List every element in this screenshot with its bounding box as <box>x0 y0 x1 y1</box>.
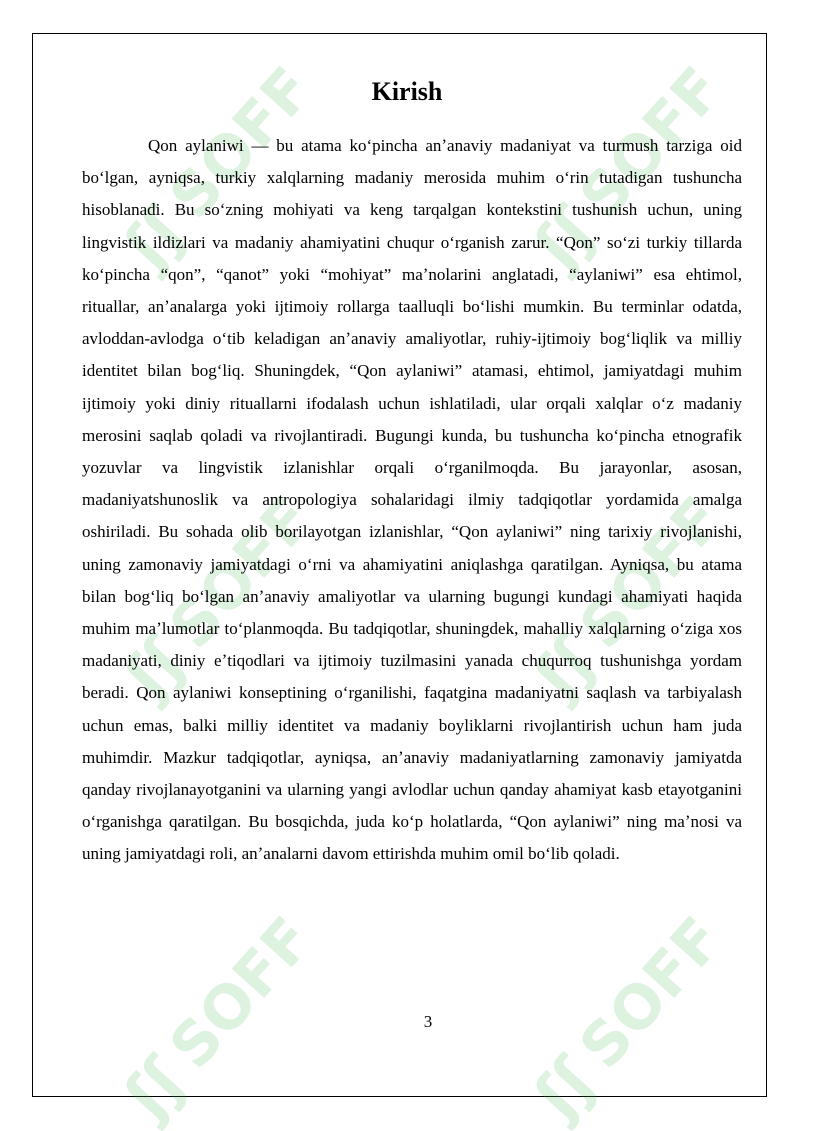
page-title: Kirish <box>371 77 443 106</box>
watermark-text: SOFF <box>566 54 737 233</box>
svg-text:ʃʃ: ʃʃ <box>520 194 609 282</box>
page-number: 3 <box>423 1012 433 1031</box>
document-content <box>82 72 742 871</box>
watermark-text: SOFF <box>156 54 327 233</box>
svg-text:ʃʃ: ʃʃ <box>520 624 609 712</box>
body-paragraph: Qon aylaniwi — bu atama koʻpincha anʼanaviy madaniyat va turmush tarziga oid boʻlgan, ayniqsa, turkiy xalqlarning madaniy merosida muhim oʻrin tutadigan tushuncha hisoblanadi. Bu soʻzning mohiyati va keng tarqalgan kontekstini tushunish uchun, uning lingvistik ildizlari va madaniy ahamiyatini chuqur oʻrganish zarur. “Qon” soʻzi turkiy tillarda koʻpincha “qon”, “qanot” yoki “mohiyat” maʼnolarini anglatadi, “aylaniwi” esa ehtimol, rituallar, anʼanalarga yoki ijtimoiy rollarga taalluqli boʻlishi mumkin. Bu terminlar odatda, avloddan-avlodga oʻtib keladigan anʼanaviy amaliyotlar, ruhiy-ijtimoiy bogʻliqlik va milliy identitet bilan bogʻliq. Shuningdek, “Qon aylaniwi” atamasi, ehtimol, jamiyatdagi muhim ijtimoiy yoki diniy rituallarni ifodalash uchun ishlatiladi, ular orqali xalqlar oʻz madaniy merosini saqlab qoladi va rivojlantiradi. Bugungi kunda, bu tushuncha koʻpincha etnografik yozuvlar va lingvistik izlanishlar orqali oʻrganilmoqda. Bu jarayonlar, asosan, madaniyatshunoslik va antropologiya sohalaridagi ilmiy tadqiqotlar yordamida amalga oshiriladi. Bu sohada olib borilayotgan izlanishlar, “Qon aylaniwi” ning tarixiy rivojlanishi, uning zamonaviy jamiyatdagi oʻrni va ahamiyatini aniqlashga qaratilgan. Ayniqsa, bu atama bilan bogʻliq boʻlgan anʼanaviy amaliyotlar va ularning bugungi kundagi ahamiyati haqida muhim maʼlumotlar toʻplanmoqda. Bu tadqiqotlar, shuningdek, mahalliy xalqlarning oʻziga xos madaniyati, diniy eʼtiqodlari va ijtimoiy tuzilmasini yanada chuqurroq tushunishga yordam beradi. Qon aylaniwi konseptining oʻrganilishi, faqatgina madaniyatni saqlash va tarbiyalash uchun emas, balki milliy identitet va madaniy boyliklarni rivojlantirish uchun ham juda muhimdir. Mazkur tadqiqotlar, ayniqsa, anʼanaviy madaniyatlarning zamonaviy jamiyatda qanday rivojlanayotganini va ularning yangi avlodlar uchun qanday ahamiyat kasb etayotganini oʻrganishga qaratilgan. Bu bosqichda, juda koʻp holatlarda, “Qon aylaniwi” ning maʼnosi va uning jamiyatdagi roli, anʼanalarni davom ettirishda muhim omil boʻlib qoladi. <box>82 136 742 864</box>
watermark-text: SOFF <box>566 484 737 663</box>
watermark-text: SOFF <box>156 484 327 663</box>
watermark-text: SOFF <box>566 904 737 1083</box>
svg-text:ʃʃ: ʃʃ <box>110 194 199 282</box>
svg-text:ʃʃ: ʃʃ <box>110 624 199 712</box>
watermark-text: SOFF <box>156 904 327 1083</box>
svg-text:ʃʃ: ʃʃ <box>110 1044 199 1131</box>
svg-text:ʃʃ: ʃʃ <box>520 1044 609 1131</box>
